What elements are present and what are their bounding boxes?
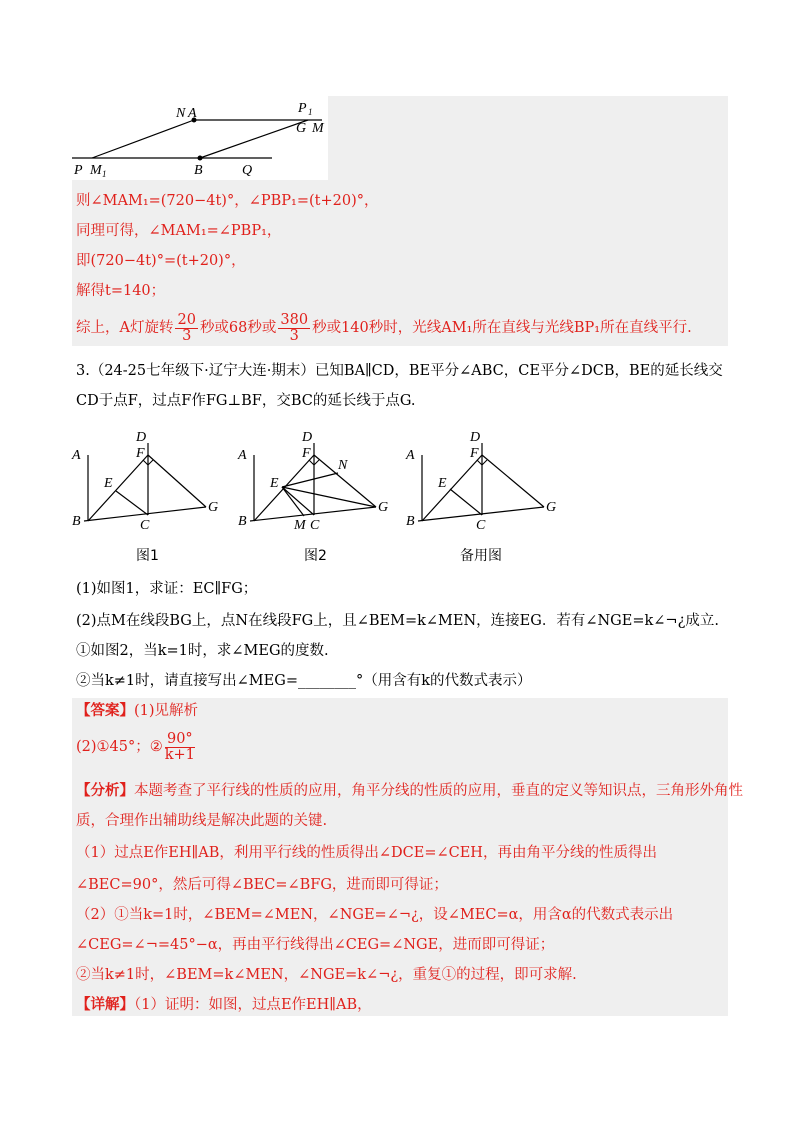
answer-part-2: (2)①45°；② [76,739,163,755]
fig1-label-A: A [72,448,81,463]
analysis-line-2: 质，合理作出辅助线是解决此题的关键. [76,813,328,829]
label-M: M [312,121,324,136]
label-Q: Q [242,163,253,178]
answer-part-1: (1)见解析 [134,703,199,719]
detail-line-1 [76,994,372,1016]
label-P: P [298,101,307,116]
analysis-line-3: （1）过点E作EH∥AB，利用平行线的性质得出∠DCE=∠CEH，再由角平分线的性质得出 [76,845,657,861]
fig2-label-G: G [378,500,389,515]
label-P-bottom: P [74,163,83,178]
caption-spare-figure: 备用图 [460,548,502,564]
problem-stem-1: 3.（24-25七年级下·辽宁大连·期末）已知BA∥CD，BE平分∠ABC，CE平分∠DCB，BE的延长线交 [76,363,723,379]
fig3-label-C: C [476,518,486,533]
analysis-line-7: ②当k≠1时，∠BEM=k∠MEN，∠NGE=k∠¬¿，重复①的过程，即可求解. [76,967,577,983]
detail-tag: 【详解】 [76,996,134,1013]
caption-figure-1: 图1 [136,548,159,564]
fig3-label-A: A [406,448,415,463]
fig3-label-D: D [470,430,481,445]
solution-line-5 [76,311,692,345]
solution-line-4: 解得t=140； [76,283,166,299]
fig3-label-E: E [438,476,447,491]
solution-conclusion-b: 秒或68秒或 [199,320,277,336]
answer-tag: 【答案】 [76,702,134,719]
fig2-label-F: F [302,446,311,461]
fig2-label-N: N [338,458,348,473]
solution-line-2: 同理可得，∠MAM₁=∠PBP₁， [76,223,282,239]
analysis-tag: 【分析】 [76,782,134,799]
problem-stem-2: CD于点F，过点F作FG⊥BF，交BC的延长线于点G. [76,393,416,409]
label-B: B [194,163,203,178]
analysis-line-6: ∠CEG=∠¬=45°−α，再由平行线得出∠CEG=∠NGE，进而即可得证； [76,937,555,953]
answer-line-2 [76,730,197,764]
detail-text-1: （1）证明：如图，过点E作EH∥AB， [134,997,372,1013]
fig3-label-B: B [406,514,415,529]
analysis-text-1: 本题考查了平行线的性质的应用，角平分线的性质的应用，垂直的定义等知识点，三角形外角性 [134,783,743,799]
analysis-line-4: ∠BEC=90°，然后可得∠BEC=∠BFG，进而即可得证； [76,877,448,893]
label-G: G [296,121,307,136]
figure-spare [404,425,564,535]
analysis-line-5: （2）①当k=1时，∠BEM=∠MEN，∠NGE=∠¬¿，设∠MEC=α，用含α的代数式表示出 [76,907,674,923]
fig3-label-G: G [546,500,557,515]
label-A: A [188,106,197,121]
solution-line-3: 即(720−4t)°=(t+20)°， [76,253,246,269]
analysis-line-1 [76,780,743,802]
fig1-label-E: E [104,476,113,491]
question-1: (1)如图1，求证：EC∥FG； [76,581,258,597]
figure-2 [236,425,396,535]
fig1-label-D: D [136,430,147,445]
fraction-20-3: $\frac{20}{3}$ [177,311,196,344]
label-M1-sub: 1 [102,169,107,179]
fig2-label-C: C [310,518,320,533]
parallel-lines-figure [72,96,328,180]
question-2-2: ②当k≠1时，请直接写出∠MEG=________°（用含有k的代数式表示） [76,673,532,689]
question-2-1: ①如图2，当k=1时，求∠MEG的度数. [76,643,329,659]
fig1-label-B: B [72,514,81,529]
fig3-label-F: F [470,446,479,461]
label-P-sub: 1 [308,107,313,117]
fig1-label-C: C [140,518,150,533]
fig1-label-F: F [136,446,145,461]
fig2-label-E: E [270,476,279,491]
figure-1 [70,425,230,535]
solution-conclusion-a: 综上，A灯旋转 [76,320,174,336]
fig2-label-M: M [294,518,306,533]
fig2-label-D: D [302,430,313,445]
fraction-90-over-k-plus-1: $\frac{90^\circ}{k+1}$ [164,730,195,763]
fig2-label-A: A [238,448,247,463]
solution-conclusion-c: 秒或140秒时，光线AM₁所在直线与光线BP₁所在直线平行. [312,320,692,336]
answer-line-1 [76,700,198,722]
question-2: (2)点M在线段BG上，点N在线段FG上，且∠BEM=k∠MEN，连接EG．若有∠NGE=k∠¬¿成立. [76,613,719,629]
label-M1: M [90,163,102,178]
fraction-380-3: $\frac{380}{3}$ [280,311,309,344]
caption-figure-2: 图2 [304,548,327,564]
label-N: N [176,106,186,121]
fig1-label-G: G [208,500,219,515]
fig2-label-B: B [238,514,247,529]
solution-line-1: 则∠MAM₁=(720−4t)°，∠PBP₁=(t+20)°， [76,193,379,209]
